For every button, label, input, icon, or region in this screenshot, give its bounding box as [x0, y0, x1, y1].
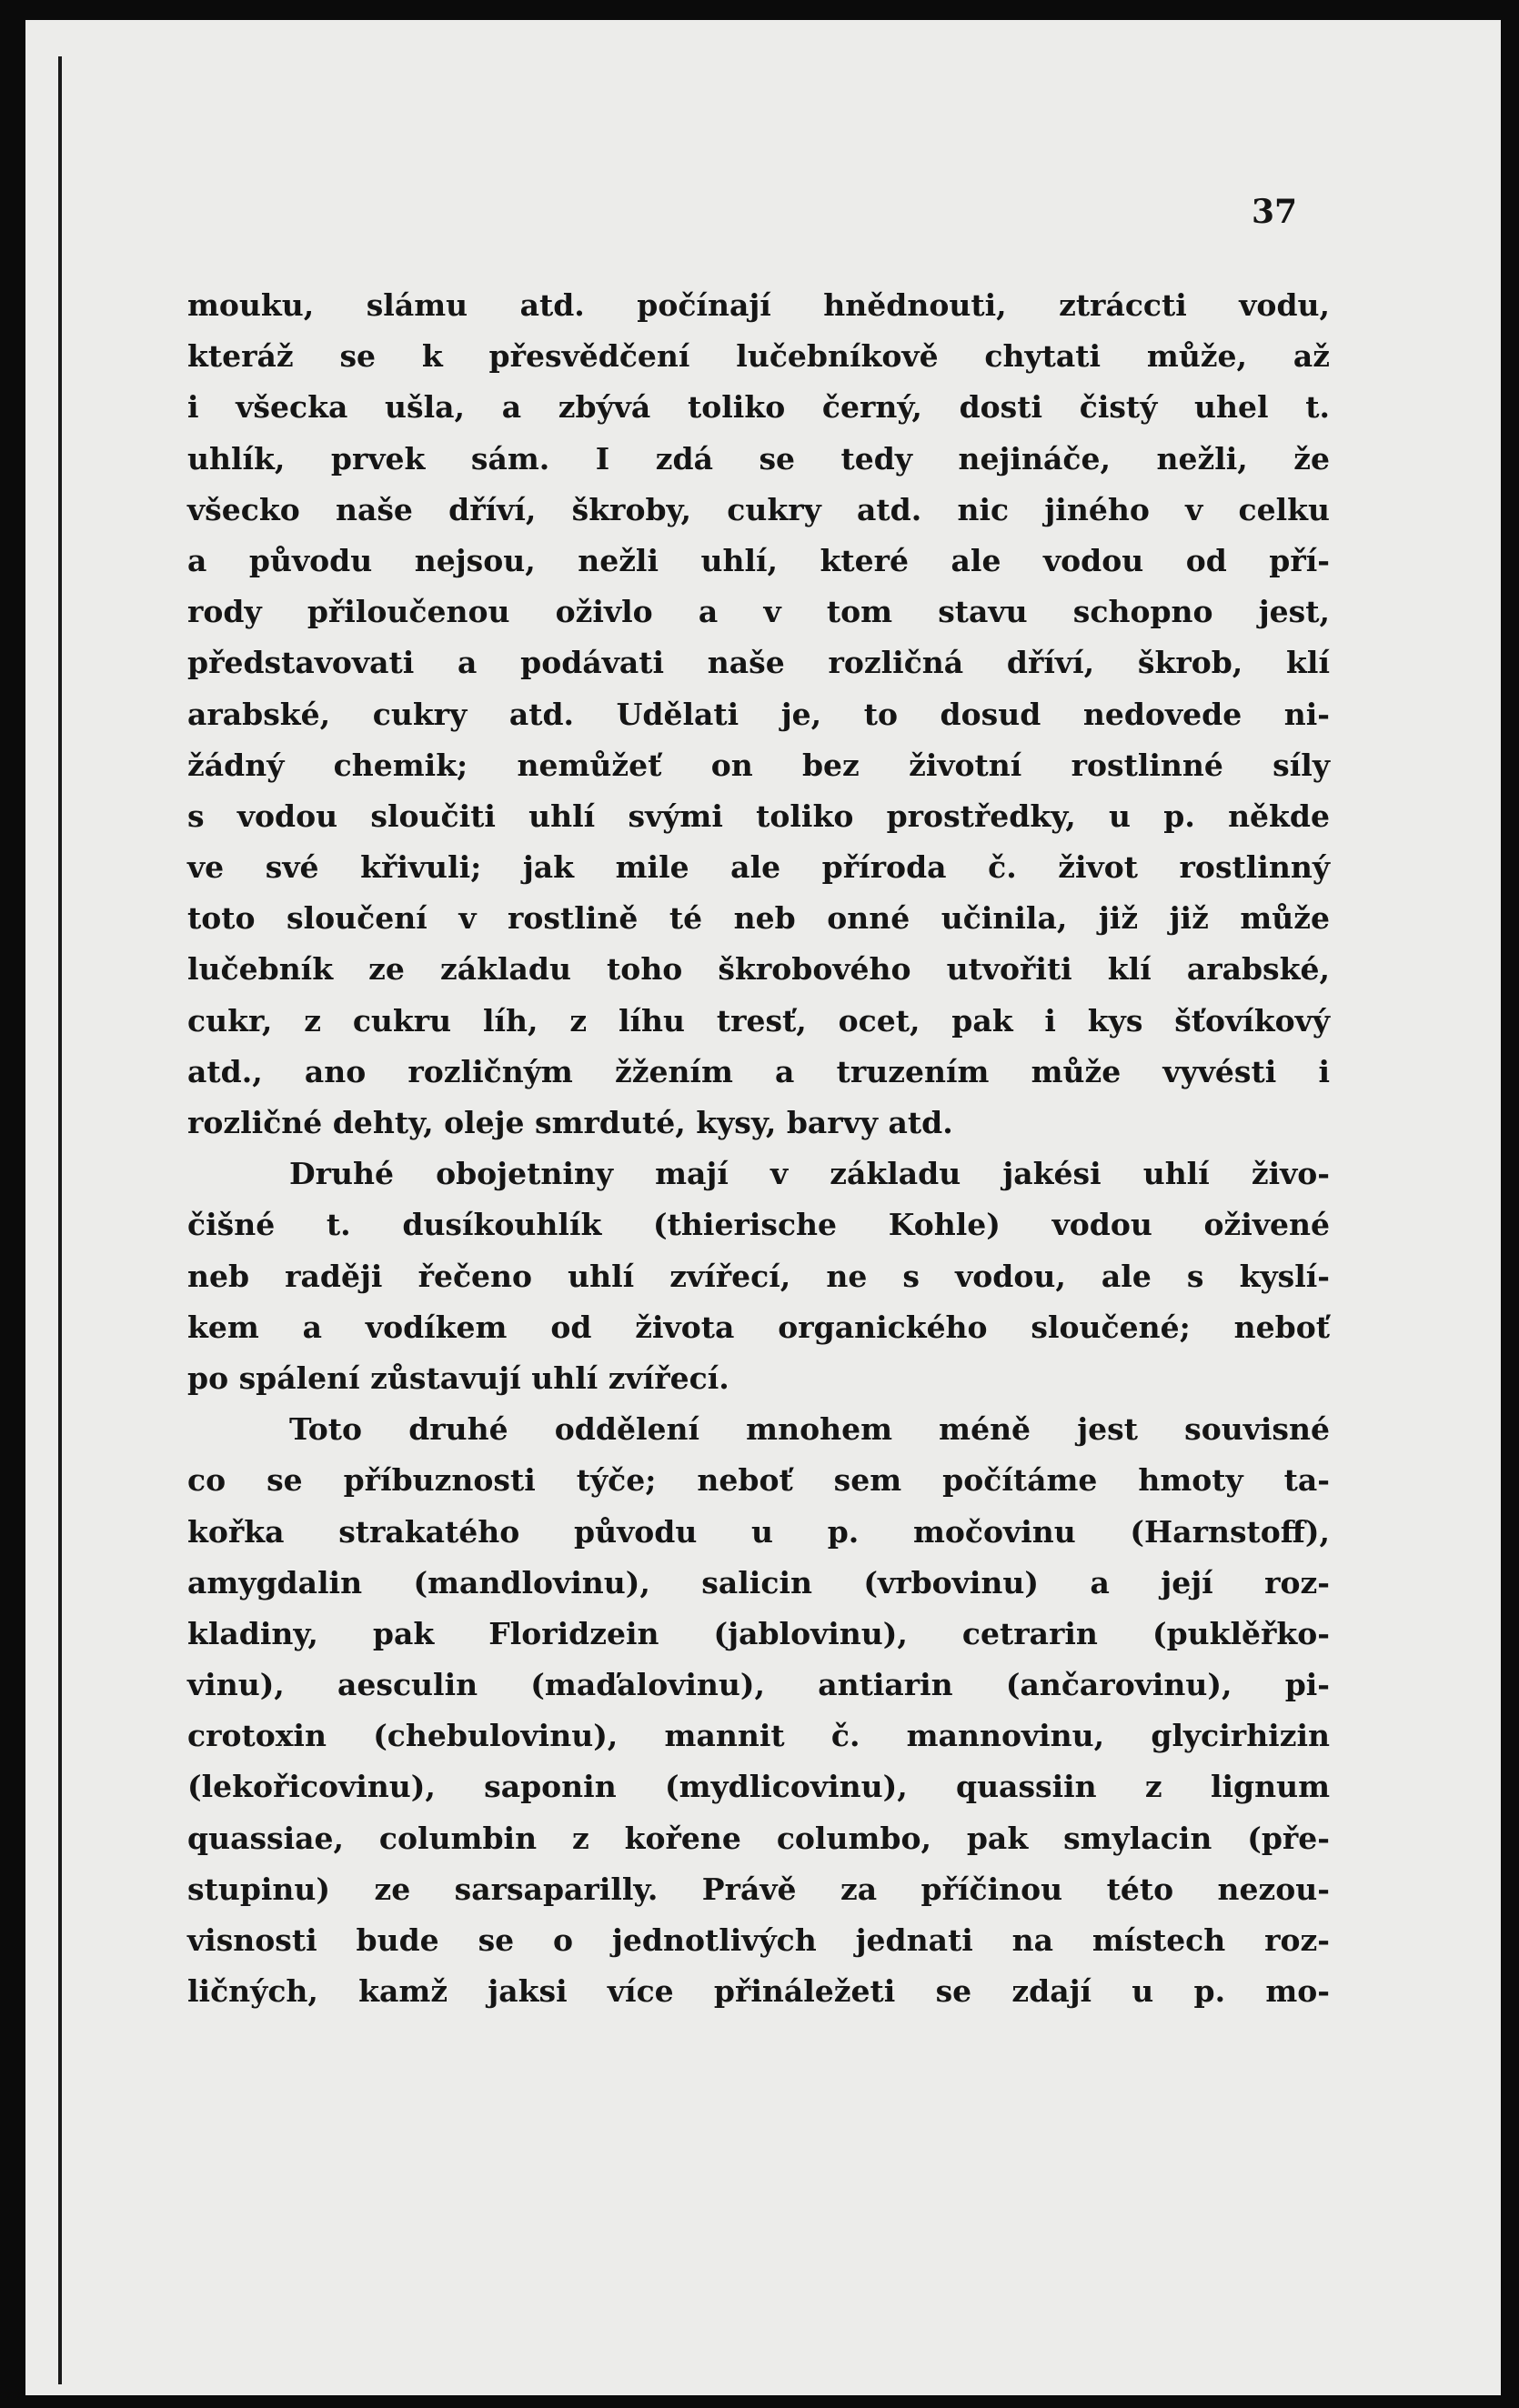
text-line: (lekořicovinu), saponin (mydlicovinu), quassiin z lignum: [187, 1769, 1330, 1805]
text-line: kladiny, pak Floridzein (jablovinu), cetrarin (puklěřko-: [187, 1615, 1330, 1651]
text-line: cukr, z cukru líh, z líhu tresť, ocet, pak i kys šťovíkový: [187, 1002, 1330, 1038]
book-page: [25, 20, 1501, 2395]
text-line: stupinu) ze sarsaparilly. Právě za příčinou této nezou-: [187, 1871, 1330, 1907]
text-line: i všecka ušla, a zbývá toliko černý, dosti čistý uhel t.: [187, 389, 1330, 426]
text-line: vinu), aesculin (maďalovinu), antiarin (ančarovinu), pi-: [187, 1667, 1330, 1703]
text-line: kem a vodíkem od života organického sloučené; neboť: [187, 1309, 1330, 1345]
text-line: arabské, cukry atd. Udělati je, to dosud nedovede ni-: [187, 696, 1330, 732]
text-line: amygdalin (mandlovinu), salicin (vrbovinu) a její roz-: [187, 1564, 1330, 1600]
text-line: co se příbuznosti týče; neboť sem počítáme hmoty ta-: [187, 1462, 1330, 1499]
text-line: crotoxin (chebulovinu), mannit č. mannovinu, glycirhizin: [187, 1718, 1330, 1754]
text-line: visnosti bude se o jednotlivých jednati na místech roz-: [187, 1922, 1330, 1958]
text-line: a původu nejsou, nežli uhlí, které ale vodou od pří-: [187, 542, 1330, 578]
text-line: žádný chemik; nemůžeť on bez životní rostlinné síly: [187, 747, 1330, 783]
text-line: Toto druhé oddělení mnohem méně jest souvisné: [289, 1411, 1330, 1448]
text-line: quassiae, columbin z kořene columbo, pak smylacin (pře-: [187, 1820, 1330, 1856]
page-edge-rule: [58, 56, 62, 2384]
text-line: Druhé obojetniny mají v základu jakési uhlí živo-: [289, 1156, 1330, 1192]
text-line: kořka strakatého původu u p. močovinu (Harnstoff),: [187, 1513, 1330, 1550]
text-line: rozličné dehty, oleje smrduté, kysy, barvy atd.: [187, 1105, 953, 1140]
text-line: představovati a podávati naše rozličná dříví, škrob, klí: [187, 645, 1330, 681]
body-text: [187, 280, 1330, 2017]
text-line: uhlík, prvek sám. I zdá se tedy nejináče, nežli, že: [187, 440, 1330, 477]
text-line: ličných, kamž jaksi více přináležeti se zdají u p. mo-: [187, 1973, 1330, 2010]
text-line: všecko naše dříví, škroby, cukry atd. nic jiného v celku: [187, 491, 1330, 527]
text-line: ve své křivuli; jak mile ale příroda č. život rostlinný: [187, 849, 1330, 886]
text-line: mouku, slámu atd. počínají hnědnouti, ztráccti vodu,: [187, 287, 1330, 323]
text-line: kteráž se k přesvědčení lučebníkově chytati může, až: [187, 338, 1330, 375]
text-line: neb raději řečeno uhlí zvířecí, ne s vodou, ale s kyslí-: [187, 1258, 1330, 1294]
text-line: po spálení zůstavují uhlí zvířecí.: [187, 1360, 729, 1396]
text-line: toto sloučení v rostlině té neb onné učinila, již již může: [187, 900, 1330, 937]
text-line: s vodou sloučiti uhlí svými toliko prostředky, u p. někde: [187, 798, 1330, 834]
text-line: atd., ano rozličným žžením a truzením může vyvésti i: [187, 1053, 1330, 1089]
text-line: rody přiloučenou oživlo a v tom stavu schopno jest,: [187, 594, 1330, 630]
text-line: čišné t. dusíkouhlík (thierische Kohle) vodou oživené: [187, 1207, 1330, 1243]
text-line: lučebník ze základu toho škrobového utvořiti klí arabské,: [187, 951, 1330, 988]
page-number: 37: [1252, 193, 1298, 231]
